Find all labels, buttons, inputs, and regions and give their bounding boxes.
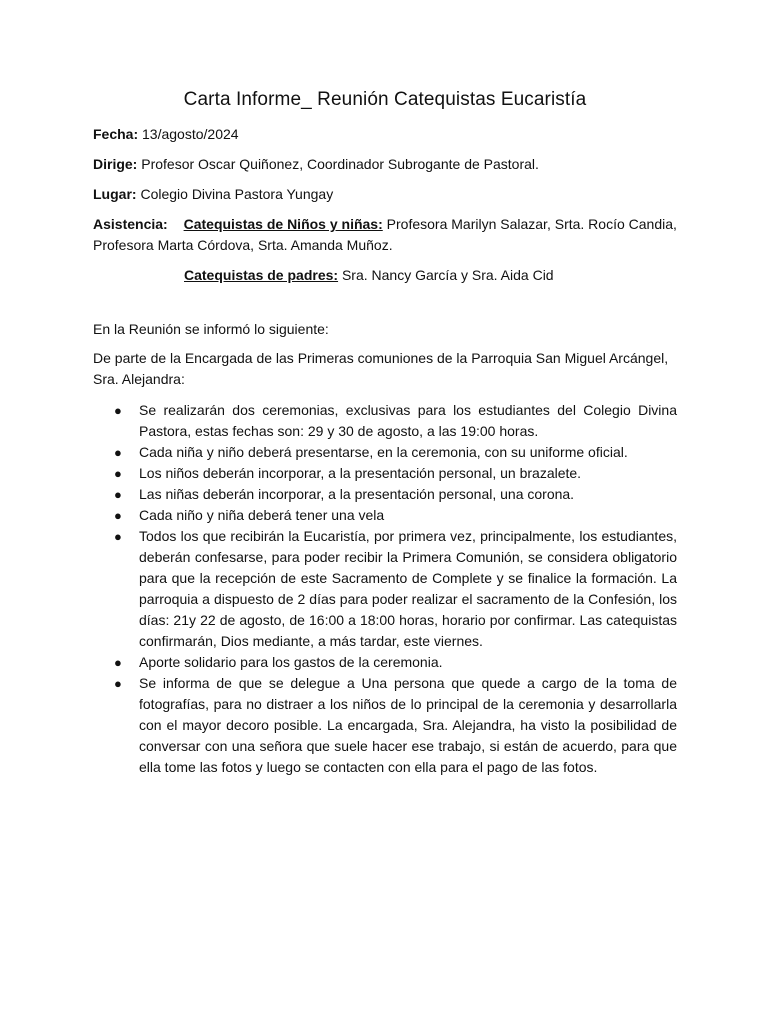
catequistas-ninos-label: Catequistas de Niños y niñas:	[183, 216, 383, 232]
bullet-icon: ●	[114, 529, 122, 544]
list-item-text: Se realizarán dos ceremonias, exclusivas para los estudiantes del Colegio Divina Pastora, estas fechas son: 29 y 30 de agosto, a las 19:00 horas.	[139, 402, 677, 439]
catequistas-padres-label: Catequistas de padres:	[184, 267, 339, 283]
dirige-line	[93, 154, 677, 175]
bullet-icon: ●	[114, 655, 122, 670]
list-item-text: Se informa de que se delegue a Una persona que quede a cargo de la toma de fotografías, para no distraer a los niños de lo principal de la ceremonia y desarrollarla con el mayor decoro posible. La encargada, Sra. Alejandra, ha visto la posibilidad de conversar con una señora que suele hacer ese trabajo, si están de acuerdo, para que ella tome las fotos y luego se contacten con ella para el pago de las fotos.	[139, 675, 677, 775]
list-item	[93, 526, 677, 652]
bullet-icon: ●	[114, 508, 122, 523]
list-item	[93, 505, 677, 526]
intro-paragraph: En la Reunión se informó lo siguiente:	[93, 321, 329, 337]
bullet-icon: ●	[114, 676, 122, 691]
catequistas-ninos-value: Profesora Marilyn Salazar, Srta. Rocío Candia, Profesora Marta Córdova, Srta. Amanda Muñoz.	[93, 216, 677, 253]
list-item	[93, 673, 677, 778]
parte-paragraph: De parte de la Encargada de las Primeras comuniones de la Parroquia San Miguel Arcángel, Sra. Alejandra:	[93, 350, 669, 387]
fecha-line	[93, 124, 677, 145]
bullet-icon: ●	[114, 403, 122, 418]
document-title: Carta Informe_ Reunión Catequistas Eucaristía	[183, 89, 587, 110]
list-item	[93, 442, 677, 463]
lugar-label: Lugar:	[93, 186, 137, 202]
list-item-text: Los niños deberán incorporar, a la presentación personal, un brazalete.	[139, 465, 582, 481]
fecha-value: 13/agosto/2024	[142, 126, 239, 142]
document-page	[93, 0, 677, 778]
list-item	[93, 400, 677, 442]
asistencia-label: Asistencia:	[93, 216, 168, 232]
lugar-value: Colegio Divina Pastora Yungay	[140, 186, 334, 202]
list-item	[93, 652, 677, 673]
catequistas-padres-value: Sra. Nancy García y Sra. Aida Cid	[341, 267, 554, 283]
bullet-icon: ●	[114, 487, 122, 502]
bullet-icon: ●	[114, 445, 122, 460]
asistencia-line	[93, 214, 677, 256]
list-item	[93, 463, 677, 484]
list-item	[93, 484, 677, 505]
list-item-text: Cada niña y niño deberá presentarse, en la ceremonia, con su uniforme oficial.	[139, 444, 628, 460]
lugar-line	[93, 184, 677, 205]
fecha-label: Fecha:	[93, 126, 139, 142]
list-item-text: Todos los que recibirán la Eucaristía, por primera vez, principalmente, los estudiantes, deberán confesarse, para poder recibir la Primera Comunión, se considera obligatorio para que la recepción de este Sacramento de Complete y se finalice la formación. La parroquia a dispuesto de 2 días para poder realizar el sacramento de la Confesión, los días: 21y 22 de agosto, de 16:00 a 18:00 horas, horario por confirmar. Las catequistas confirmarán, Dios mediante, a más tardar, este viernes.	[139, 528, 677, 649]
dirige-label: Dirige:	[93, 156, 138, 172]
catequistas-padres-line	[93, 265, 677, 286]
bullet-icon: ●	[114, 466, 122, 481]
bullet-list	[93, 400, 677, 778]
list-item-text: Cada niño y niña deberá tener una vela	[139, 507, 385, 523]
dirige-value: Profesor Oscar Quiñonez, Coordinador Subrogante de Pastoral.	[141, 156, 539, 172]
list-item-text: Las niñas deberán incorporar, a la presentación personal, una corona.	[139, 486, 575, 502]
list-item-text: Aporte solidario para los gastos de la ceremonia.	[139, 654, 443, 670]
